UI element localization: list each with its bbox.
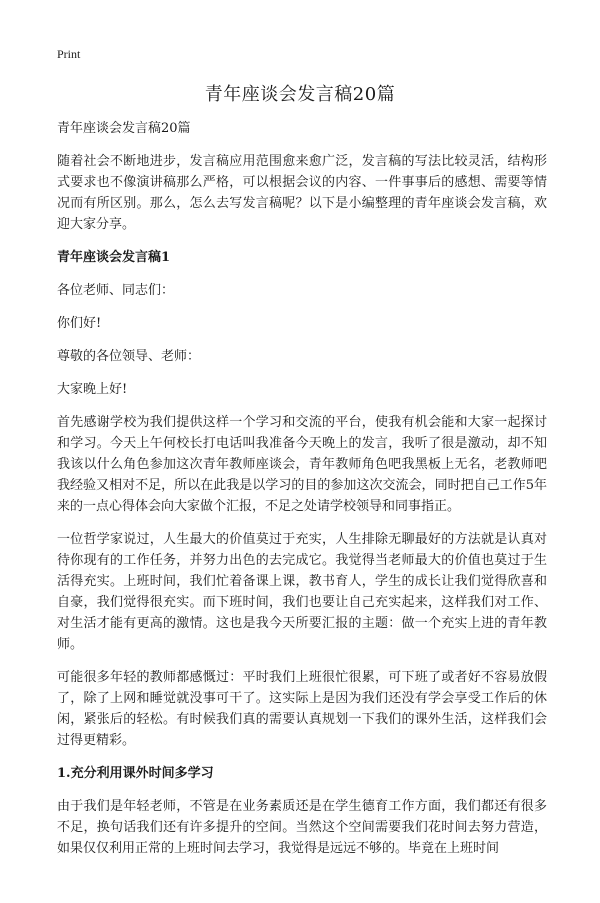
section-heading-2: 1.充分利用课外时间多学习 [57,766,214,781]
body-paragraph: 可能很多年轻的教师都感慨过：平时我们上班很忙很累，可下班了或者好不容易放假了，除了上网和睡觉就没事可干了。这实际上是因为我们还没有学会享受工作后的休闲，紧张后的轻松。有时候我们真的需要认真规划一下我们的课外生活，这样我们会过得更精彩。 [57,670,547,748]
body-paragraph: 首先感谢学校为我们提供这样一个学习和交流的平台，使我有机会能和大家一起探讨和学习。今天上午何校长打电话叫我准备今天晚上的发言，我听了很是激动，却不知我该以什么角色参加这次青年教师座谈会，青年教师角色吧我黑板上无名，老教师吧我经验又相对不足，所以在此我是以学习的目的参加这次交流会，同时把自己工作5年来的一点心得体会向大家做个汇报，不足之处请学校领导和同事指正。 [57,415,547,514]
greeting-line: 各位老师、同志们： [57,283,175,298]
document-body [57,118,547,903]
print-link[interactable]: Print [57,47,81,61]
body-paragraph: 由于我们是年轻老师，不管是在业务素质还是在学生德育工作方面，我们都还有很多不足，换句话我们还有许多提升的空间。当然这个空间需要我们花时间去努力营造，如果仅仅利用正常的上班时间去学习，我觉得是远远不够的。毕竟在上班时间 [57,799,547,856]
section-heading-1: 青年座谈会发言稿1 [57,250,171,265]
body-paragraph: 一位哲学家说过，人生最大的价值莫过于充实，人生排除无聊最好的方法就是认真对待你现有的工作任务，并努力出色的去完成它。我觉得当老师最大的价值也莫过于生活得充实。上班时间，我们忙着备课上课，教书育人，学生的成长让我们觉得欣喜和自豪，我们觉得很充实。而下班时间，我们也要让自己充实起来，这样我们对工作、对生活才能有更高的激情。这也是我今天所要汇报的主题：做一个充实上进的青年教师。 [57,532,547,652]
greeting-line: 尊敬的各位领导、老师： [57,349,201,364]
greeting-line: 大家晚上好! [57,382,128,397]
page-title: 青年座谈会发言稿20篇 [204,84,396,105]
intro-paragraph: 随着社会不断地进步，发言稿应用范围愈来愈广泛，发言稿的写法比较灵活，结构形式要求也不像演讲稿那么严格，可以根据会议的内容、一件事事后的感想、需要等情况而有所区别。那么，怎么去写发言稿呢？以下是小编整理的青年座谈会发言稿，欢迎大家分享。 [57,154,547,232]
greeting-line: 你们好! [57,316,102,331]
document-subtitle: 青年座谈会发言稿20篇 [57,121,191,136]
